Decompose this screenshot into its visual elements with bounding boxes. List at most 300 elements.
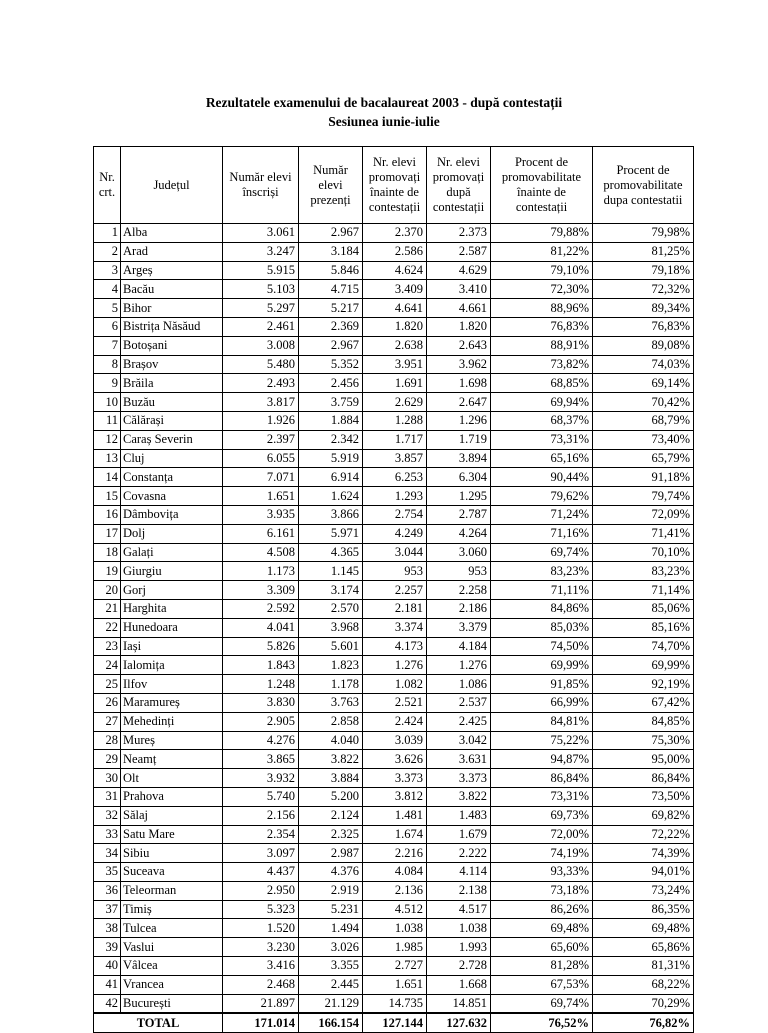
cell-nr: 13 [94, 449, 121, 468]
cell-inscrisi: 1.520 [223, 919, 299, 938]
cell-prezenti: 3.763 [299, 693, 363, 712]
cell-judet: Bihor [121, 299, 223, 318]
cell-inscrisi: 2.950 [223, 881, 299, 900]
cell-promovati-inainte: 4.084 [363, 863, 427, 882]
cell-procent-inainte: 79,88% [491, 224, 593, 243]
cell-nr: 20 [94, 581, 121, 600]
header-prezenti: Număr elevi prezenți [299, 147, 363, 224]
cell-inscrisi: 21.897 [223, 994, 299, 1013]
cell-procent-inainte: 88,96% [491, 299, 593, 318]
cell-prezenti: 3.355 [299, 957, 363, 976]
cell-inscrisi: 5.297 [223, 299, 299, 318]
header-procent-inainte: Procent de promovabilitate înainte de contestații [491, 147, 593, 224]
cell-nr: 26 [94, 693, 121, 712]
header-inscrisi: Număr elevi înscriși [223, 147, 299, 224]
cell-procent-inainte: 66,99% [491, 693, 593, 712]
cell-judet: Ilfov [121, 675, 223, 694]
table-row [94, 336, 694, 355]
cell-nr: 10 [94, 393, 121, 412]
cell-promovati-dupa: 3.060 [427, 543, 491, 562]
cell-procent-dupa: 68,79% [593, 411, 694, 430]
cell-promovati-inainte: 2.136 [363, 881, 427, 900]
cell-inscrisi: 1.248 [223, 675, 299, 694]
cell-procent-dupa: 95,00% [593, 750, 694, 769]
cell-promovati-dupa: 2.222 [427, 844, 491, 863]
table-row [94, 693, 694, 712]
cell-promovati-inainte: 6.253 [363, 468, 427, 487]
cell-procent-dupa: 79,74% [593, 487, 694, 506]
table-row [94, 355, 694, 374]
cell-procent-dupa: 69,14% [593, 374, 694, 393]
cell-procent-inainte: 79,62% [491, 487, 593, 506]
cell-procent-inainte: 67,53% [491, 975, 593, 994]
cell-procent-inainte: 94,87% [491, 750, 593, 769]
table-row [94, 787, 694, 806]
cell-judet: Alba [121, 224, 223, 243]
cell-nr: 38 [94, 919, 121, 938]
cell-procent-dupa: 74,39% [593, 844, 694, 863]
cell-inscrisi: 5.323 [223, 900, 299, 919]
cell-promovati-inainte: 2.424 [363, 712, 427, 731]
cell-procent-dupa: 69,82% [593, 806, 694, 825]
cell-procent-inainte: 86,26% [491, 900, 593, 919]
cell-inscrisi: 2.468 [223, 975, 299, 994]
cell-procent-inainte: 69,94% [491, 393, 593, 412]
cell-prezenti: 5.217 [299, 299, 363, 318]
cell-promovati-dupa: 2.787 [427, 505, 491, 524]
cell-procent-dupa: 69,48% [593, 919, 694, 938]
cell-nr: 14 [94, 468, 121, 487]
cell-judet: Sibiu [121, 844, 223, 863]
cell-prezenti: 5.971 [299, 524, 363, 543]
cell-procent-inainte: 81,28% [491, 957, 593, 976]
header-judet: Județul [121, 147, 223, 224]
cell-procent-dupa: 86,84% [593, 769, 694, 788]
cell-judet: Dolj [121, 524, 223, 543]
cell-nr: 29 [94, 750, 121, 769]
cell-prezenti: 3.184 [299, 242, 363, 261]
cell-promovati-dupa: 2.728 [427, 957, 491, 976]
table-row [94, 261, 694, 280]
total-cell-procent-dupa: 76,82% [593, 1013, 694, 1032]
cell-promovati-dupa: 3.631 [427, 750, 491, 769]
cell-judet: Olt [121, 769, 223, 788]
cell-prezenti: 2.919 [299, 881, 363, 900]
cell-procent-inainte: 73,18% [491, 881, 593, 900]
cell-prezenti: 3.026 [299, 938, 363, 957]
cell-promovati-inainte: 1.288 [363, 411, 427, 430]
header-nr-crt: Nr. crt. [94, 147, 121, 224]
table-row [94, 881, 694, 900]
cell-procent-inainte: 71,11% [491, 581, 593, 600]
cell-judet: Dâmbovița [121, 505, 223, 524]
table-header-row [94, 147, 694, 224]
cell-promovati-dupa: 3.894 [427, 449, 491, 468]
cell-inscrisi: 4.276 [223, 731, 299, 750]
cell-nr: 1 [94, 224, 121, 243]
cell-nr: 24 [94, 656, 121, 675]
cell-inscrisi: 3.247 [223, 242, 299, 261]
cell-promovati-inainte: 3.044 [363, 543, 427, 562]
cell-procent-inainte: 71,24% [491, 505, 593, 524]
cell-promovati-dupa: 4.517 [427, 900, 491, 919]
cell-promovati-dupa: 3.379 [427, 618, 491, 637]
table-row [94, 224, 694, 243]
cell-prezenti: 3.866 [299, 505, 363, 524]
table-row [94, 938, 694, 957]
cell-inscrisi: 2.397 [223, 430, 299, 449]
cell-procent-inainte: 84,81% [491, 712, 593, 731]
cell-procent-inainte: 84,86% [491, 599, 593, 618]
table-row [94, 562, 694, 581]
total-cell-inscrisi: 171.014 [223, 1013, 299, 1032]
cell-procent-dupa: 83,23% [593, 562, 694, 581]
cell-promovati-inainte: 2.216 [363, 844, 427, 863]
cell-prezenti: 5.200 [299, 787, 363, 806]
cell-procent-inainte: 74,19% [491, 844, 593, 863]
cell-inscrisi: 4.508 [223, 543, 299, 562]
cell-procent-inainte: 65,16% [491, 449, 593, 468]
cell-prezenti: 1.494 [299, 919, 363, 938]
cell-procent-inainte: 72,00% [491, 825, 593, 844]
total-cell-promovati-inainte: 127.144 [363, 1013, 427, 1032]
cell-promovati-inainte: 4.512 [363, 900, 427, 919]
cell-judet: Mehedinți [121, 712, 223, 731]
cell-promovati-inainte: 1.276 [363, 656, 427, 675]
cell-nr: 30 [94, 769, 121, 788]
table-row [94, 317, 694, 336]
table-row [94, 863, 694, 882]
cell-judet: Bacău [121, 280, 223, 299]
cell-inscrisi: 3.830 [223, 693, 299, 712]
table-row [94, 844, 694, 863]
cell-nr: 40 [94, 957, 121, 976]
table-row [94, 411, 694, 430]
cell-procent-dupa: 65,86% [593, 938, 694, 957]
cell-judet: Satu Mare [121, 825, 223, 844]
total-row [94, 1013, 694, 1032]
cell-nr: 34 [94, 844, 121, 863]
cell-nr: 33 [94, 825, 121, 844]
cell-procent-inainte: 76,83% [491, 317, 593, 336]
cell-procent-dupa: 67,42% [593, 693, 694, 712]
cell-procent-dupa: 65,79% [593, 449, 694, 468]
cell-prezenti: 1.145 [299, 562, 363, 581]
cell-procent-dupa: 85,16% [593, 618, 694, 637]
cell-promovati-dupa: 2.258 [427, 581, 491, 600]
cell-judet: Suceava [121, 863, 223, 882]
cell-promovati-dupa: 4.661 [427, 299, 491, 318]
cell-prezenti: 5.352 [299, 355, 363, 374]
cell-procent-dupa: 79,18% [593, 261, 694, 280]
header-promovati-inainte: Nr. elevi promovați înainte de contestații [363, 147, 427, 224]
table-row [94, 900, 694, 919]
cell-inscrisi: 1.843 [223, 656, 299, 675]
cell-inscrisi: 3.230 [223, 938, 299, 957]
table-row [94, 618, 694, 637]
table-row [94, 675, 694, 694]
cell-inscrisi: 7.071 [223, 468, 299, 487]
table-row [94, 806, 694, 825]
cell-promovati-dupa: 1.993 [427, 938, 491, 957]
cell-prezenti: 3.822 [299, 750, 363, 769]
cell-procent-inainte: 69,48% [491, 919, 593, 938]
header-promovati-dupa: Nr. elevi promovați după contestații [427, 147, 491, 224]
cell-procent-inainte: 75,22% [491, 731, 593, 750]
table-row [94, 975, 694, 994]
cell-judet: Vrancea [121, 975, 223, 994]
cell-nr: 41 [94, 975, 121, 994]
cell-promovati-inainte: 2.727 [363, 957, 427, 976]
cell-nr: 18 [94, 543, 121, 562]
table-row [94, 280, 694, 299]
cell-prezenti: 3.968 [299, 618, 363, 637]
cell-procent-dupa: 70,29% [593, 994, 694, 1013]
cell-nr: 15 [94, 487, 121, 506]
cell-procent-inainte: 73,31% [491, 430, 593, 449]
cell-judet: Buzău [121, 393, 223, 412]
cell-promovati-dupa: 953 [427, 562, 491, 581]
cell-promovati-dupa: 3.042 [427, 731, 491, 750]
cell-prezenti: 4.715 [299, 280, 363, 299]
cell-nr: 5 [94, 299, 121, 318]
table-row [94, 599, 694, 618]
cell-prezenti: 3.759 [299, 393, 363, 412]
cell-promovati-dupa: 2.587 [427, 242, 491, 261]
cell-promovati-inainte: 1.820 [363, 317, 427, 336]
cell-procent-dupa: 72,22% [593, 825, 694, 844]
cell-prezenti: 4.365 [299, 543, 363, 562]
cell-promovati-inainte: 953 [363, 562, 427, 581]
table-row [94, 242, 694, 261]
cell-promovati-inainte: 1.293 [363, 487, 427, 506]
cell-judet: Galați [121, 543, 223, 562]
cell-inscrisi: 3.935 [223, 505, 299, 524]
cell-prezenti: 3.174 [299, 581, 363, 600]
cell-procent-inainte: 85,03% [491, 618, 593, 637]
cell-inscrisi: 3.008 [223, 336, 299, 355]
cell-prezenti: 2.570 [299, 599, 363, 618]
cell-promovati-inainte: 1.082 [363, 675, 427, 694]
cell-inscrisi: 3.865 [223, 750, 299, 769]
cell-promovati-dupa: 4.184 [427, 637, 491, 656]
cell-nr: 22 [94, 618, 121, 637]
header-procent-dupa: Procent de promovabilitate dupa contestatii [593, 147, 694, 224]
table-row [94, 957, 694, 976]
cell-procent-dupa: 75,30% [593, 731, 694, 750]
cell-inscrisi: 6.161 [223, 524, 299, 543]
cell-promovati-dupa: 4.114 [427, 863, 491, 882]
cell-promovati-dupa: 1.483 [427, 806, 491, 825]
cell-nr: 2 [94, 242, 121, 261]
table-row [94, 750, 694, 769]
cell-inscrisi: 3.097 [223, 844, 299, 863]
cell-procent-inainte: 86,84% [491, 769, 593, 788]
cell-prezenti: 2.987 [299, 844, 363, 863]
cell-procent-inainte: 79,10% [491, 261, 593, 280]
cell-procent-dupa: 70,42% [593, 393, 694, 412]
cell-promovati-dupa: 1.276 [427, 656, 491, 675]
cell-procent-dupa: 69,99% [593, 656, 694, 675]
cell-promovati-inainte: 1.691 [363, 374, 427, 393]
cell-nr: 17 [94, 524, 121, 543]
table-row [94, 731, 694, 750]
cell-nr: 27 [94, 712, 121, 731]
cell-promovati-inainte: 2.257 [363, 581, 427, 600]
cell-prezenti: 1.624 [299, 487, 363, 506]
cell-judet: Gorj [121, 581, 223, 600]
cell-prezenti: 5.601 [299, 637, 363, 656]
cell-promovati-dupa: 2.537 [427, 693, 491, 712]
cell-procent-inainte: 72,30% [491, 280, 593, 299]
cell-nr: 4 [94, 280, 121, 299]
cell-judet: Mureș [121, 731, 223, 750]
cell-inscrisi: 2.354 [223, 825, 299, 844]
cell-judet: Constanța [121, 468, 223, 487]
cell-inscrisi: 3.309 [223, 581, 299, 600]
cell-procent-inainte: 91,85% [491, 675, 593, 694]
cell-promovati-inainte: 1.717 [363, 430, 427, 449]
cell-nr: 42 [94, 994, 121, 1013]
document-subtitle: Sesiunea iunie-iulie [328, 114, 440, 129]
cell-procent-dupa: 71,41% [593, 524, 694, 543]
cell-procent-inainte: 69,74% [491, 543, 593, 562]
cell-judet: Tulcea [121, 919, 223, 938]
cell-nr: 19 [94, 562, 121, 581]
cell-procent-dupa: 70,10% [593, 543, 694, 562]
cell-promovati-dupa: 1.820 [427, 317, 491, 336]
cell-promovati-inainte: 1.985 [363, 938, 427, 957]
cell-judet: Brăila [121, 374, 223, 393]
cell-judet: Maramureș [121, 693, 223, 712]
total-cell-prezenti: 166.154 [299, 1013, 363, 1032]
cell-promovati-dupa: 1.295 [427, 487, 491, 506]
cell-promovati-inainte: 3.373 [363, 769, 427, 788]
cell-promovati-inainte: 2.638 [363, 336, 427, 355]
table-row [94, 430, 694, 449]
cell-promovati-inainte: 2.181 [363, 599, 427, 618]
cell-nr: 6 [94, 317, 121, 336]
total-cell-promovati-dupa: 127.632 [427, 1013, 491, 1032]
cell-prezenti: 2.456 [299, 374, 363, 393]
cell-judet: Călărași [121, 411, 223, 430]
cell-procent-dupa: 76,83% [593, 317, 694, 336]
cell-judet: Prahova [121, 787, 223, 806]
cell-procent-inainte: 93,33% [491, 863, 593, 882]
table-row [94, 769, 694, 788]
cell-procent-dupa: 71,14% [593, 581, 694, 600]
cell-inscrisi: 2.461 [223, 317, 299, 336]
cell-promovati-inainte: 4.249 [363, 524, 427, 543]
cell-judet: Sălaj [121, 806, 223, 825]
table-row [94, 825, 694, 844]
cell-promovati-dupa: 1.698 [427, 374, 491, 393]
cell-inscrisi: 5.103 [223, 280, 299, 299]
cell-procent-dupa: 89,34% [593, 299, 694, 318]
table-row [94, 374, 694, 393]
cell-procent-inainte: 73,82% [491, 355, 593, 374]
cell-procent-inainte: 69,74% [491, 994, 593, 1013]
cell-procent-dupa: 84,85% [593, 712, 694, 731]
cell-procent-dupa: 79,98% [593, 224, 694, 243]
table-row [94, 994, 694, 1013]
cell-promovati-inainte: 2.629 [363, 393, 427, 412]
cell-procent-dupa: 92,19% [593, 675, 694, 694]
cell-prezenti: 3.884 [299, 769, 363, 788]
cell-promovati-inainte: 3.951 [363, 355, 427, 374]
cell-inscrisi: 2.493 [223, 374, 299, 393]
cell-prezenti: 2.325 [299, 825, 363, 844]
cell-judet: Caraș Severin [121, 430, 223, 449]
cell-promovati-inainte: 2.370 [363, 224, 427, 243]
cell-promovati-inainte: 1.651 [363, 975, 427, 994]
cell-inscrisi: 1.173 [223, 562, 299, 581]
cell-nr: 23 [94, 637, 121, 656]
table-row [94, 581, 694, 600]
cell-inscrisi: 3.932 [223, 769, 299, 788]
cell-promovati-inainte: 1.481 [363, 806, 427, 825]
cell-promovati-dupa: 4.264 [427, 524, 491, 543]
cell-inscrisi: 5.740 [223, 787, 299, 806]
cell-promovati-inainte: 2.586 [363, 242, 427, 261]
table-row [94, 299, 694, 318]
cell-prezenti: 21.129 [299, 994, 363, 1013]
cell-procent-dupa: 85,06% [593, 599, 694, 618]
cell-judet: Arad [121, 242, 223, 261]
cell-prezenti: 2.967 [299, 336, 363, 355]
cell-promovati-inainte: 3.626 [363, 750, 427, 769]
table-row [94, 393, 694, 412]
table-row [94, 712, 694, 731]
cell-promovati-inainte: 2.521 [363, 693, 427, 712]
cell-promovati-inainte: 3.812 [363, 787, 427, 806]
cell-prezenti: 1.178 [299, 675, 363, 694]
cell-promovati-dupa: 1.679 [427, 825, 491, 844]
total-cell-procent-inainte: 76,52% [491, 1013, 593, 1032]
cell-prezenti: 2.342 [299, 430, 363, 449]
cell-promovati-dupa: 3.373 [427, 769, 491, 788]
cell-inscrisi: 5.480 [223, 355, 299, 374]
cell-promovati-inainte: 3.409 [363, 280, 427, 299]
cell-nr: 8 [94, 355, 121, 374]
cell-promovati-inainte: 4.173 [363, 637, 427, 656]
cell-inscrisi: 6.055 [223, 449, 299, 468]
cell-procent-dupa: 73,24% [593, 881, 694, 900]
cell-nr: 7 [94, 336, 121, 355]
document-title: Rezultatele examenului de bacalaureat 2003 - după contestații [205, 95, 563, 110]
cell-inscrisi: 2.156 [223, 806, 299, 825]
cell-nr: 37 [94, 900, 121, 919]
cell-promovati-dupa: 1.668 [427, 975, 491, 994]
cell-inscrisi: 3.817 [223, 393, 299, 412]
cell-procent-dupa: 91,18% [593, 468, 694, 487]
cell-prezenti: 4.040 [299, 731, 363, 750]
cell-judet: Covasna [121, 487, 223, 506]
cell-promovati-dupa: 2.186 [427, 599, 491, 618]
cell-inscrisi: 4.041 [223, 618, 299, 637]
cell-judet: Vaslui [121, 938, 223, 957]
cell-procent-inainte: 81,22% [491, 242, 593, 261]
cell-procent-inainte: 71,16% [491, 524, 593, 543]
cell-promovati-dupa: 2.647 [427, 393, 491, 412]
table-row [94, 524, 694, 543]
cell-prezenti: 1.823 [299, 656, 363, 675]
cell-procent-inainte: 88,91% [491, 336, 593, 355]
cell-nr: 11 [94, 411, 121, 430]
cell-inscrisi: 5.826 [223, 637, 299, 656]
table-row [94, 919, 694, 938]
table-row [94, 487, 694, 506]
